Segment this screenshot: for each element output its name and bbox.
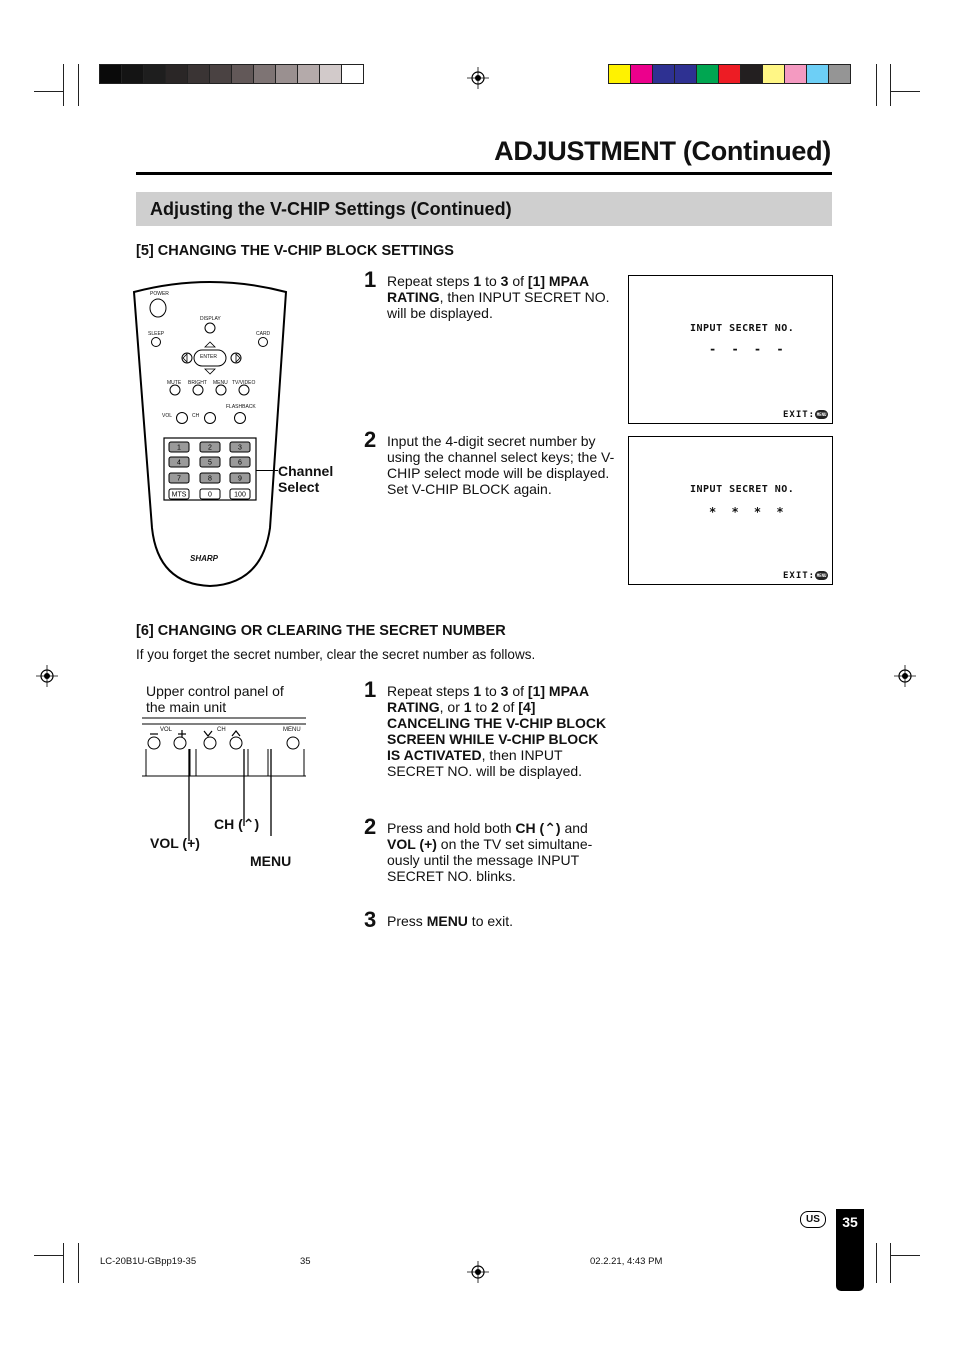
channel-select-callout: Channel Select <box>278 463 334 495</box>
title-rule <box>136 172 832 175</box>
part6-step1-number: 1 <box>364 677 377 702</box>
page-number: 35 <box>842 1214 858 1230</box>
part6-step2-run: VOL (+) <box>387 836 437 852</box>
osd2-exit-label: EXIT: <box>783 571 816 581</box>
part6-step3-run: to exit. <box>467 913 514 929</box>
calibration-swatch <box>319 64 342 84</box>
panel-ch-label: CH <box>217 727 226 733</box>
calibration-swatch <box>187 64 210 84</box>
registration-mark-right-icon <box>894 665 916 687</box>
footer-filename: LC-20B1U-GBpp19-35 <box>100 1256 197 1267</box>
osd2-label: INPUT SECRET NO. <box>690 484 795 495</box>
remote-control-illustration <box>130 278 290 592</box>
calibration-swatch <box>297 64 320 84</box>
panel-caption: Upper control panel of the main unit <box>146 683 284 715</box>
remote-key-label: 1 <box>177 444 181 452</box>
calibration-swatch <box>275 64 298 84</box>
remote-key-label: 100 <box>234 491 246 499</box>
remote-key-label: 4 <box>177 459 181 467</box>
part5-step1-run: [1] MPAA RATING <box>387 273 589 305</box>
calibration-swatch <box>784 64 807 84</box>
calibration-swatch <box>652 64 675 84</box>
remote-key-label: 9 <box>238 475 242 483</box>
part6-step1-run: 1 <box>473 683 482 699</box>
calibration-swatch <box>341 64 364 84</box>
part6-step1-run: 1 <box>463 699 472 715</box>
part5-step1-run: 3 <box>500 273 509 289</box>
calibration-swatch <box>828 64 851 84</box>
osd1-menu-badge: MENU <box>816 412 827 417</box>
part6-step3-run: MENU <box>426 913 468 929</box>
calibration-swatch <box>143 64 166 84</box>
part6-step1-run: to <box>481 683 501 699</box>
remote-tvvideo-label: TV/VIDEO <box>232 380 256 386</box>
part6-step1-run: , then INPUT SECRET NO. will be displayed. <box>387 747 583 779</box>
calibration-swatch <box>608 64 631 84</box>
part5-step2-text: Input the 4-digit secret number by using the channel select keys; the V-CHIP select mode will be displayed. Set V-CHIP BLOCK again. <box>387 433 615 497</box>
part6-heading: [6] CHANGING OR CLEARING THE SECRET NUMBER <box>136 623 506 639</box>
remote-key-label: 7 <box>177 475 181 483</box>
part6-step3-run: Press <box>387 913 427 929</box>
section-title: Adjusting the V-CHIP Settings (Continued) <box>150 199 512 219</box>
part6-step2-run: and <box>560 820 588 836</box>
calibration-swatch <box>806 64 829 84</box>
part6-intro: If you forget the secret number, clear the secret number as follows. <box>136 647 536 662</box>
osd-screen-1 <box>628 275 833 424</box>
footer-page: 35 <box>300 1256 311 1267</box>
part6-step3-number: 3 <box>364 907 377 932</box>
part6-step1-run: Repeat steps <box>387 683 474 699</box>
remote-brand-logo: SHARP <box>190 554 219 563</box>
remote-key-label: 2 <box>208 444 212 452</box>
remote-flashback-label: FLASHBACK <box>226 404 256 410</box>
part5-step2-number: 2 <box>364 427 377 452</box>
remote-vol-label: VOL <box>162 413 173 419</box>
osd2-menu-badge: MENU <box>816 573 827 578</box>
osd1-label: INPUT SECRET NO. <box>690 323 795 334</box>
part6-step1-run: to <box>471 699 492 715</box>
calibration-swatch <box>231 64 254 84</box>
calibration-swatch <box>99 64 122 84</box>
region-badge: US <box>800 1211 826 1228</box>
registration-mark-top-icon <box>467 67 489 89</box>
part6-step1-run: 3 <box>500 683 509 699</box>
page-title: ADJUSTMENT (Continued) <box>494 136 831 166</box>
registration-mark-left-icon <box>36 665 58 687</box>
remote-key-label: 5 <box>208 459 212 467</box>
part5-step1-run: to <box>481 273 501 289</box>
part6-step1-run: , or <box>439 699 464 715</box>
calibration-swatch <box>762 64 785 84</box>
calibration-swatch <box>718 64 741 84</box>
part5-step1-run: 1 <box>473 273 482 289</box>
remote-ch-label: CH <box>192 413 200 419</box>
remote-display-label: DISPLAY <box>200 316 221 322</box>
part6-step1-run: 2 <box>491 699 499 715</box>
part6-step3-text <box>387 913 611 929</box>
part6-step2-number: 2 <box>364 814 377 839</box>
remote-key-label: 6 <box>238 459 242 467</box>
remote-key-label: MTS <box>171 491 187 499</box>
part6-step1-run: of <box>498 699 519 715</box>
osd1-code: - - - - <box>709 342 788 356</box>
callout-ch-up: CH (⌃) <box>214 816 260 832</box>
callout-vol-plus: VOL (+) <box>150 835 200 851</box>
calibration-swatch <box>740 64 763 84</box>
calibration-swatch <box>674 64 697 84</box>
osd-screen-2 <box>628 436 833 585</box>
part5-step1-text <box>387 273 615 321</box>
remote-power-label: POWER <box>150 291 169 297</box>
calibration-swatch <box>121 64 144 84</box>
calibration-swatch <box>209 64 232 84</box>
remote-menu-label: MENU <box>213 380 228 386</box>
calibration-swatch <box>253 64 276 84</box>
calibration-swatch <box>696 64 719 84</box>
osd1-exit <box>783 410 828 420</box>
part6-step1-run: [4] CANCELING THE V-CHIP BLOCK SCREEN WHILE V-CHIP BLOCK IS ACTIVATED <box>387 699 607 763</box>
channel-select-leader <box>256 470 278 471</box>
registration-mark-bottom-icon <box>467 1261 489 1283</box>
part6-step1-text <box>387 683 615 779</box>
callout-menu: MENU <box>250 853 292 869</box>
part6-step2-text <box>387 820 611 884</box>
osd2-code: * * * * <box>709 505 788 519</box>
remote-enter-label: ENTER <box>200 354 217 360</box>
osd1-exit-label: EXIT: <box>783 410 816 420</box>
part5-step1-number: 1 <box>364 267 377 292</box>
part6-step2-run: on the TV set simultane-ously until the message INPUT SECRET NO. blinks. <box>387 836 593 884</box>
remote-card-label: CARD <box>256 331 271 337</box>
part6-step1-run: [1] MPAA RATING <box>387 683 589 715</box>
part5-step1-run: Repeat steps <box>387 273 474 289</box>
osd2-exit <box>783 571 828 581</box>
calibration-swatch <box>165 64 188 84</box>
panel-vol-label: VOL <box>160 727 173 733</box>
remote-sleep-label: SLEEP <box>148 331 165 337</box>
calibration-swatch <box>630 64 653 84</box>
footer-timestamp: 02.2.21, 4:43 PM <box>590 1256 663 1267</box>
part5-step1-run: , then INPUT SECRET NO. will be displayed. <box>387 289 610 321</box>
remote-bright-label: BRIGHT <box>188 380 207 386</box>
remote-key-label: 8 <box>208 475 212 483</box>
part6-step2-run: CH (⌃) <box>515 820 561 836</box>
remote-key-label: 3 <box>238 444 242 452</box>
remote-mute-label: MUTE <box>167 380 182 386</box>
panel-menu-label: MENU <box>283 727 301 733</box>
part6-step2-run: Press and hold both <box>387 820 516 836</box>
part5-step1-run: of <box>508 273 528 289</box>
part5-heading: [5] CHANGING THE V-CHIP BLOCK SETTINGS <box>136 243 454 259</box>
part6-step1-run: of <box>508 683 528 699</box>
remote-key-label: 0 <box>208 491 212 499</box>
